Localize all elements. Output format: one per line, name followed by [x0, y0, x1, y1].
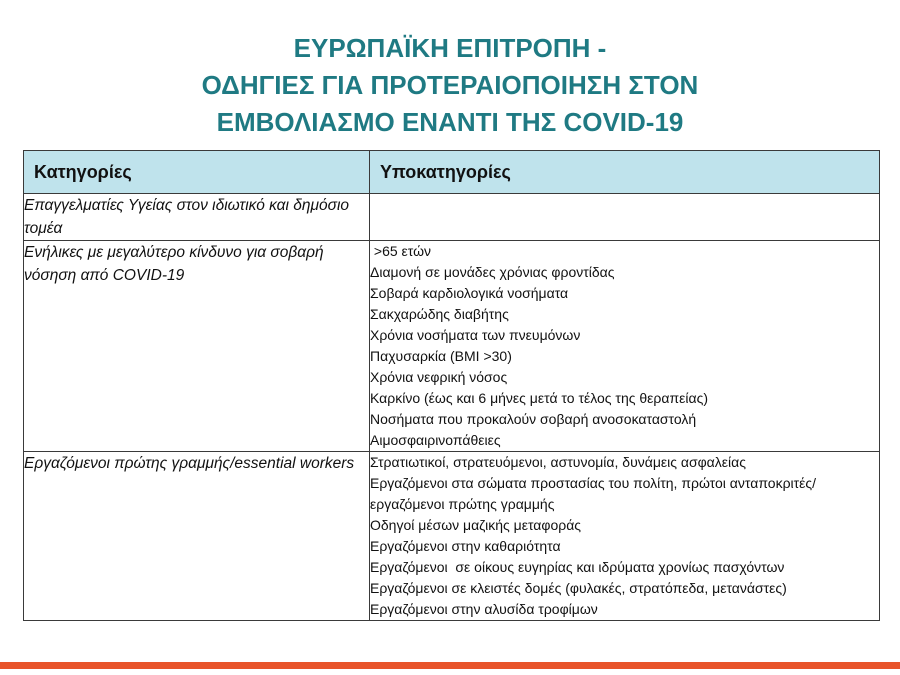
subcategory-cell — [370, 194, 880, 241]
category-cell: Εργαζόμενοι πρώτης γραμμής/essential workers — [24, 452, 370, 621]
priority-table — [23, 150, 880, 621]
header-subcategories: Υποκατηγορίες — [370, 151, 880, 194]
header-categories: Κατηγορίες — [24, 151, 370, 194]
slide-title — [0, 30, 900, 141]
subcategory-cell — [370, 241, 880, 452]
bottom-accent-bar — [0, 662, 900, 669]
category-cell: Επαγγελματίες Υγείας στον ιδιωτικό και δημόσιο τομέα — [24, 194, 370, 241]
title-line-2: ΟΔΗΓΙΕΣ ΓΙΑ ΠΡΟΤΕΡΑΙΟΠΟΙΗΣΗ ΣΤΟΝ — [201, 70, 699, 100]
table-header-row — [24, 151, 880, 194]
subcategory-item: Χρόνια νεφρική νόσος — [370, 369, 508, 385]
subcategory-item: Εργαζόμενοι στην αλυσίδα τροφίμων — [370, 601, 598, 617]
table-row — [24, 194, 880, 241]
subcategory-item: Καρκίνο (έως και 6 μήνες μετά το τέλος της θεραπείας) — [370, 390, 708, 406]
subcategory-item: Σοβαρά καρδιολογικά νοσήματα — [370, 285, 569, 301]
subcategory-item: Χρόνια νοσήματα των πνευμόνων — [370, 327, 581, 343]
category-cell: Ενήλικες με μεγαλύτερο κίνδυνο για σοβαρή νόσηση από COVID-19 — [24, 241, 370, 452]
table-row — [24, 241, 880, 452]
table-row — [24, 452, 880, 621]
title-line-3: ΕΜΒΟΛΙΑΣΜΟ ΕΝΑΝΤΙ ΤΗΣ COVID-19 — [216, 107, 684, 137]
subcategory-cell — [370, 452, 880, 621]
subcategory-item: Σακχαρώδης διαβήτης — [370, 306, 509, 322]
subcategory-item: Αιμοσφαιρινοπάθειες — [370, 432, 501, 448]
subcategory-item: Εργαζόμενοι στα σώματα προστασίας του πολίτη, πρώτοι ανταποκριτές/εργαζόμενοι πρώτης γραμμής — [370, 475, 817, 512]
subcategory-item: Νοσήματα που προκαλούν σοβαρή ανοσοκαταστολή — [370, 411, 697, 427]
subcategory-item: Στρατιωτικοί, στρατευόμενοι, αστυνομία, δυνάμεις ασφαλείας — [370, 454, 746, 470]
subcategory-item: Διαμονή σε μονάδες χρόνιας φροντίδας — [370, 264, 615, 280]
title-line-1: ΕΥΡΩΠΑΪΚΗ ΕΠΙΤΡΟΠΗ - — [293, 33, 607, 63]
subcategory-item: Εργαζόμενοι στην καθαριότητα — [370, 538, 561, 554]
subcategory-item: >65 ετών — [370, 243, 432, 259]
subcategory-item: Εργαζόμενοι σε οίκους ευγηρίας και ιδρύματα χρονίως πασχόντων — [370, 559, 785, 575]
subcategory-item: Παχυσαρκία (BMI >30) — [370, 348, 512, 364]
subcategory-item: Εργαζόμενοι σε κλειστές δομές (φυλακές, στρατόπεδα, μετανάστες) — [370, 580, 787, 596]
subcategory-item: Οδηγοί μέσων μαζικής μεταφοράς — [370, 517, 582, 533]
